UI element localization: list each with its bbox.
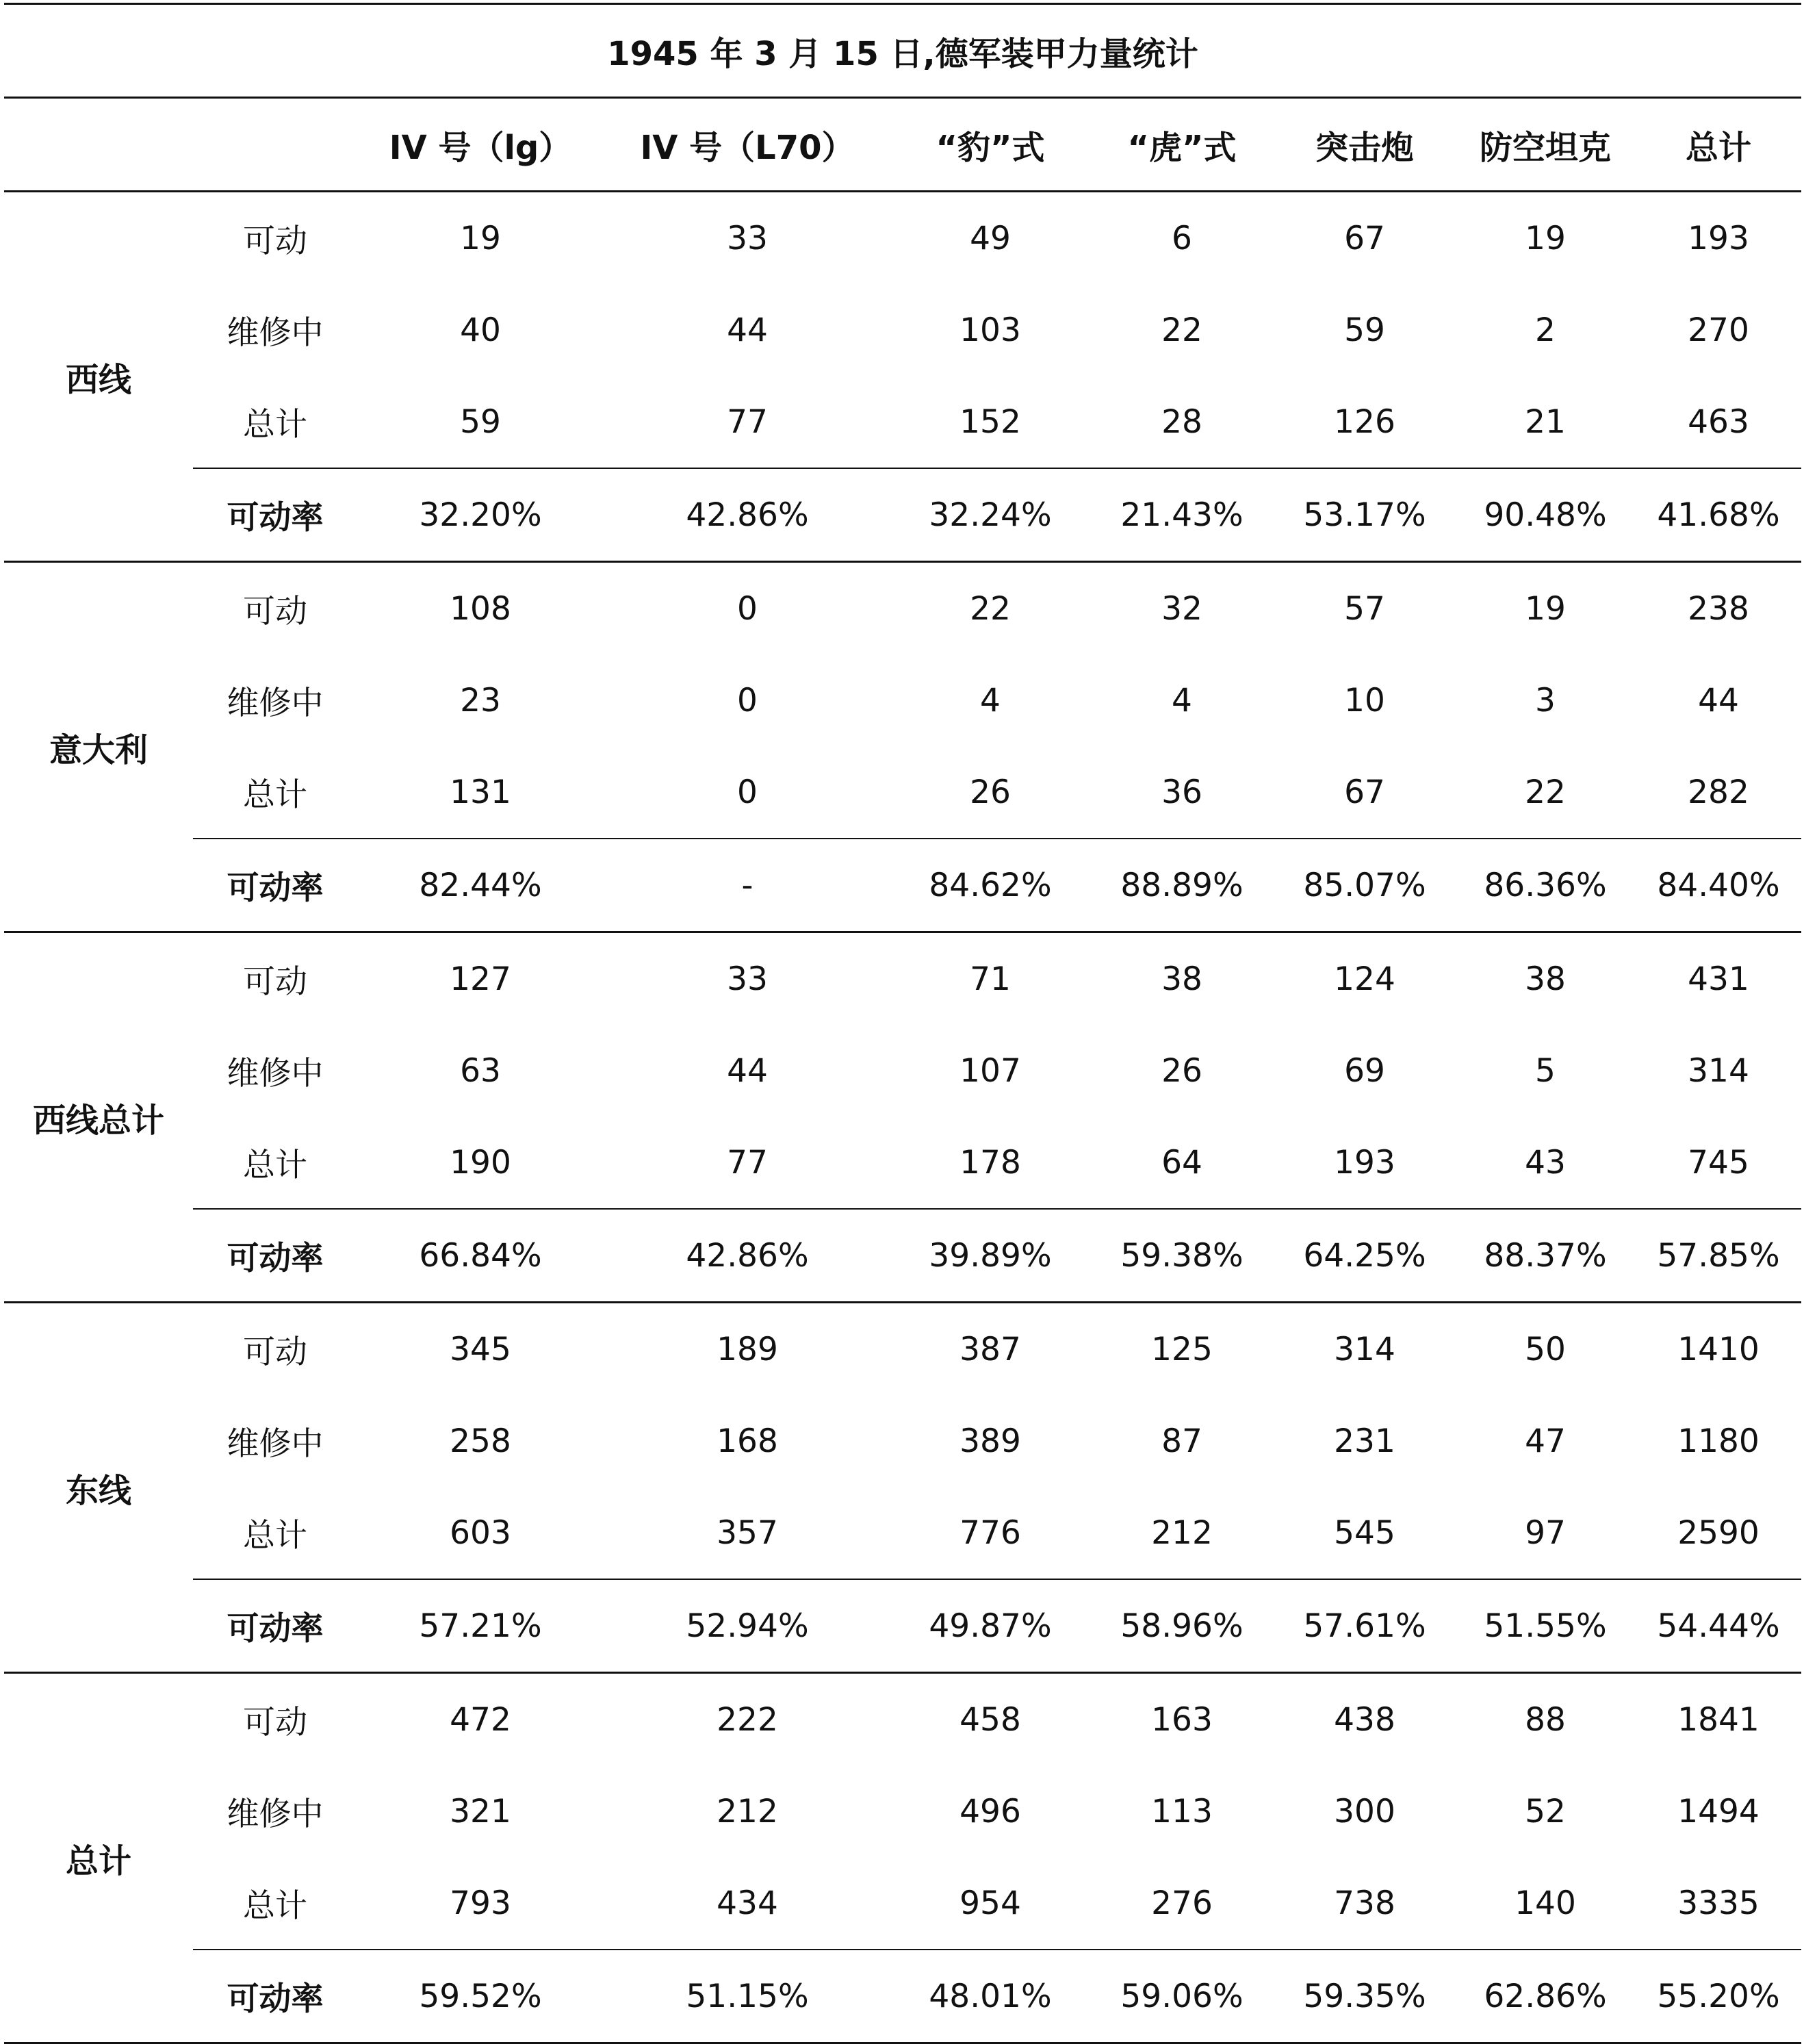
data-cell: 10	[1344, 681, 1385, 719]
table-row	[4, 1673, 1801, 1766]
row-label: 维修中	[227, 1054, 324, 1093]
data-cell: 77	[727, 1143, 768, 1181]
data-cell: 21.43%	[1090, 468, 1274, 562]
row-label: 总计	[243, 776, 307, 814]
header-cell: “豹”式	[891, 98, 1090, 192]
header-row	[4, 98, 1801, 192]
table-row	[4, 746, 1801, 839]
data-cell: 3335	[1677, 1884, 1760, 1922]
group-label: 总计	[4, 1673, 193, 2043]
data-cell: 127	[450, 960, 511, 998]
data-cell: 108	[450, 589, 511, 628]
row-label: 维修中	[227, 684, 324, 722]
data-cell: 282	[1688, 773, 1749, 811]
data-cell: 85.07%	[1274, 839, 1455, 932]
data-cell: 69	[1344, 1051, 1385, 1090]
table-row	[4, 1209, 1801, 1303]
data-cell: 49	[970, 219, 1011, 257]
data-cell: 43	[1525, 1143, 1566, 1181]
data-cell: 47	[1525, 1422, 1566, 1460]
data-cell: 62.86%	[1455, 1950, 1636, 2043]
table-row	[4, 1579, 1801, 1673]
data-cell: 55.20%	[1636, 1950, 1801, 2043]
data-cell: 22	[1161, 311, 1202, 349]
data-cell: 300	[1334, 1792, 1395, 1830]
data-cell: 88	[1525, 1700, 1566, 1739]
table-row	[4, 1487, 1801, 1579]
data-cell: 42.86%	[604, 468, 891, 562]
data-cell: 36	[1161, 773, 1202, 811]
data-cell: 32.24%	[891, 468, 1090, 562]
data-cell: 4	[1172, 681, 1192, 719]
data-cell: 131	[450, 773, 511, 811]
data-cell: 33	[727, 960, 768, 998]
data-cell: 59	[460, 403, 501, 441]
table-title: 1945 年 3 月 15 日,德军装甲力量统计	[4, 4, 1801, 98]
data-cell: 88.89%	[1090, 839, 1274, 932]
data-cell: 63	[460, 1051, 501, 1090]
data-cell: 71	[970, 960, 1011, 998]
data-cell: 2	[1535, 311, 1556, 349]
data-cell: 44	[1698, 681, 1739, 719]
header-cell: IV 号（lg）	[357, 98, 604, 192]
data-cell: 5	[1535, 1051, 1556, 1090]
data-cell: 545	[1334, 1513, 1395, 1552]
data-cell: 270	[1688, 311, 1749, 349]
data-cell: 0	[737, 681, 758, 719]
row-label: 可动率	[193, 1579, 357, 1673]
data-cell: 21	[1525, 403, 1566, 441]
data-cell: 26	[970, 773, 1011, 811]
data-cell: 57.85%	[1636, 1209, 1801, 1303]
data-cell: 59.35%	[1274, 1950, 1455, 2043]
row-label: 可动率	[193, 468, 357, 562]
data-cell: 28	[1161, 403, 1202, 441]
table-row	[4, 1950, 1801, 2043]
table-row	[4, 562, 1801, 655]
data-cell: 59.06%	[1090, 1950, 1274, 2043]
data-cell: 745	[1688, 1143, 1749, 1181]
data-cell: 77	[727, 403, 768, 441]
data-cell: 19	[460, 219, 501, 257]
row-label: 维修中	[227, 314, 324, 352]
data-cell: 6	[1172, 219, 1192, 257]
data-cell: 387	[959, 1330, 1021, 1368]
row-label: 可动率	[193, 1209, 357, 1303]
data-cell: 496	[959, 1792, 1021, 1830]
data-cell: 212	[1151, 1513, 1213, 1552]
data-cell: 190	[450, 1143, 511, 1181]
row-label: 可动率	[193, 1950, 357, 2043]
data-cell: 19	[1525, 219, 1566, 257]
header-cell: “虎”式	[1090, 98, 1274, 192]
data-cell: 50	[1525, 1330, 1566, 1368]
data-cell: 4	[980, 681, 1001, 719]
data-cell: 59.52%	[357, 1950, 604, 2043]
data-cell: 48.01%	[891, 1950, 1090, 2043]
data-cell: 84.62%	[891, 839, 1090, 932]
header-cell: 突击炮	[1274, 98, 1455, 192]
data-cell: 125	[1151, 1330, 1213, 1368]
data-cell: 212	[717, 1792, 778, 1830]
row-label: 维修中	[227, 1425, 324, 1463]
table-row	[4, 932, 1801, 1025]
data-cell: 389	[959, 1422, 1021, 1460]
table-row	[4, 1303, 1801, 1396]
data-cell: 357	[717, 1513, 778, 1552]
data-cell: 168	[717, 1422, 778, 1460]
group-label: 西线总计	[4, 932, 193, 1303]
data-cell: 258	[450, 1422, 511, 1460]
data-cell: 124	[1334, 960, 1395, 998]
data-cell: 67	[1344, 219, 1385, 257]
data-cell: 1180	[1677, 1422, 1760, 1460]
data-cell: 97	[1525, 1513, 1566, 1552]
data-cell: 52	[1525, 1792, 1566, 1830]
data-cell: 193	[1688, 219, 1749, 257]
table-row	[4, 654, 1801, 746]
data-cell: 431	[1688, 960, 1749, 998]
data-cell: 3	[1535, 681, 1556, 719]
data-cell: 193	[1334, 1143, 1395, 1181]
table-row	[4, 468, 1801, 562]
data-cell: 954	[959, 1884, 1021, 1922]
data-cell: 64	[1161, 1143, 1202, 1181]
data-cell: 38	[1525, 960, 1566, 998]
data-cell: 82.44%	[357, 839, 604, 932]
row-label: 维修中	[227, 1795, 324, 1833]
data-cell: 42.86%	[604, 1209, 891, 1303]
row-label: 总计	[243, 405, 307, 444]
data-cell: 67	[1344, 773, 1385, 811]
row-label: 可动	[243, 592, 307, 630]
data-cell: 2590	[1677, 1513, 1760, 1552]
data-cell: 107	[959, 1051, 1021, 1090]
header-cell	[193, 98, 357, 192]
data-cell: 88.37%	[1455, 1209, 1636, 1303]
data-cell: 1841	[1677, 1700, 1760, 1739]
row-label: 可动	[243, 222, 307, 260]
data-cell: 33	[727, 219, 768, 257]
data-cell: 87	[1161, 1422, 1202, 1460]
header-cell: 总计	[1636, 98, 1801, 192]
data-cell: 54.44%	[1636, 1579, 1801, 1673]
data-cell: 59	[1344, 311, 1385, 349]
data-cell: 58.96%	[1090, 1579, 1274, 1673]
data-cell: 0	[737, 773, 758, 811]
table-row	[4, 1765, 1801, 1857]
data-cell: 44	[727, 1051, 768, 1090]
data-cell: 90.48%	[1455, 468, 1636, 562]
data-cell: 321	[450, 1792, 511, 1830]
data-cell: 434	[717, 1884, 778, 1922]
data-cell: 32	[1161, 589, 1202, 628]
data-cell: 23	[460, 681, 501, 719]
group-label: 东线	[4, 1303, 193, 1673]
data-cell: 84.40%	[1636, 839, 1801, 932]
data-cell: 51.15%	[604, 1950, 891, 2043]
table-row	[4, 1116, 1801, 1209]
data-cell: 1410	[1677, 1330, 1760, 1368]
data-cell: 19	[1525, 589, 1566, 628]
data-cell: 40	[460, 311, 501, 349]
group-label: 意大利	[4, 562, 193, 932]
data-cell: 314	[1334, 1330, 1395, 1368]
row-label: 可动	[243, 1703, 307, 1741]
data-cell: -	[604, 839, 891, 932]
data-cell: 776	[959, 1513, 1021, 1552]
data-cell: 472	[450, 1700, 511, 1739]
data-cell: 52.94%	[604, 1579, 891, 1673]
row-label: 可动	[243, 1333, 307, 1371]
data-cell: 51.55%	[1455, 1579, 1636, 1673]
row-label: 可动	[243, 962, 307, 1001]
data-cell: 1494	[1677, 1792, 1760, 1830]
data-cell: 231	[1334, 1422, 1395, 1460]
data-cell: 26	[1161, 1051, 1202, 1090]
header-cell: 防空坦克	[1455, 98, 1636, 192]
armor-statistics-table	[4, 3, 1801, 2044]
data-cell: 345	[450, 1330, 511, 1368]
data-cell: 222	[717, 1700, 778, 1739]
row-label: 总计	[243, 1516, 307, 1555]
data-cell: 22	[1525, 773, 1566, 811]
data-cell: 0	[737, 589, 758, 628]
data-cell: 57.61%	[1274, 1579, 1455, 1673]
table-row	[4, 1395, 1801, 1487]
data-cell: 178	[959, 1143, 1021, 1181]
data-cell: 314	[1688, 1051, 1749, 1090]
table-row	[4, 284, 1801, 376]
data-cell: 276	[1151, 1884, 1213, 1922]
data-cell: 189	[717, 1330, 778, 1368]
data-cell: 44	[727, 311, 768, 349]
data-cell: 103	[959, 311, 1021, 349]
table-row	[4, 1857, 1801, 1950]
row-label: 总计	[243, 1146, 307, 1184]
data-cell: 22	[970, 589, 1011, 628]
data-cell: 38	[1161, 960, 1202, 998]
data-cell: 66.84%	[357, 1209, 604, 1303]
header-cell: IV 号（L70）	[604, 98, 891, 192]
data-cell: 126	[1334, 403, 1395, 441]
data-cell: 59.38%	[1090, 1209, 1274, 1303]
data-cell: 53.17%	[1274, 468, 1455, 562]
data-cell: 49.87%	[891, 1579, 1090, 1673]
data-cell: 163	[1151, 1700, 1213, 1739]
data-cell: 738	[1334, 1884, 1395, 1922]
header-cell	[4, 98, 193, 192]
data-cell: 152	[959, 403, 1021, 441]
data-cell: 41.68%	[1636, 468, 1801, 562]
table-row	[4, 192, 1801, 285]
data-cell: 57.21%	[357, 1579, 604, 1673]
data-cell: 140	[1515, 1884, 1576, 1922]
data-cell: 39.89%	[891, 1209, 1090, 1303]
data-cell: 238	[1688, 589, 1749, 628]
table-row	[4, 376, 1801, 468]
group-label: 西线	[4, 192, 193, 562]
table-row	[4, 1025, 1801, 1116]
data-cell: 86.36%	[1455, 839, 1636, 932]
data-cell: 458	[959, 1700, 1021, 1739]
data-cell: 57	[1344, 589, 1385, 628]
data-cell: 64.25%	[1274, 1209, 1455, 1303]
data-cell: 32.20%	[357, 468, 604, 562]
data-cell: 793	[450, 1884, 511, 1922]
data-cell: 438	[1334, 1700, 1395, 1739]
data-cell: 463	[1688, 403, 1749, 441]
data-cell: 603	[450, 1513, 511, 1552]
row-label: 总计	[243, 1887, 307, 1925]
row-label: 可动率	[193, 839, 357, 932]
data-cell: 113	[1151, 1792, 1213, 1830]
table-row	[4, 839, 1801, 932]
